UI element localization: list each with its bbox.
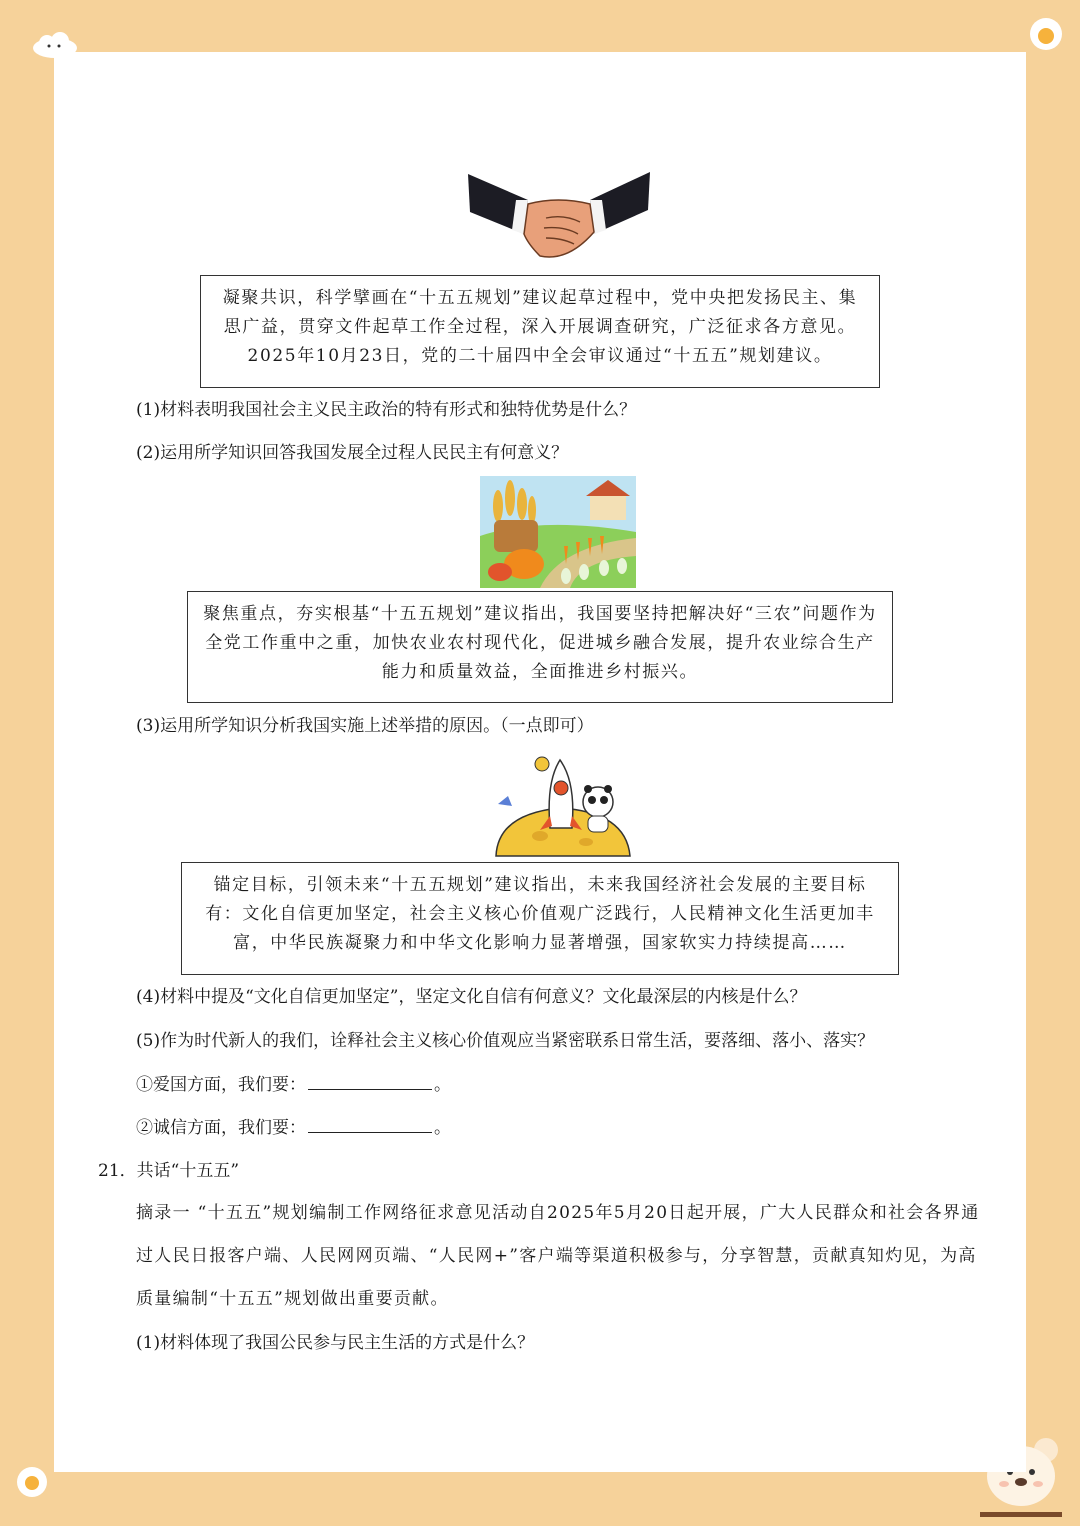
answer-label-integrity: ②诚信方面，我们要： <box>136 1118 306 1138</box>
answer-label-patriotism: ①爱国方面，我们要： <box>136 1075 306 1095</box>
egg-icon <box>1024 14 1068 54</box>
rocket-panda-illustration <box>490 752 634 858</box>
question-5: (5)作为时代新人的我们，诠释社会主义核心价值观应当紧密联系日常生活，要落细、落小、落实？ <box>136 1031 875 1051</box>
material-text-1: 凝聚共识，科学擘画在“十五五规划”建议起草过程中，党中央把发扬民主、集思广益，贯穿文件起草工作全过程，深入开展调查研究，广泛征求各方意见。2025年10月23日，党的二十届四中全会审议通过“十五五”规划建议。 <box>222 288 858 366</box>
question-4: (4)材料中提及“文化自信更加坚定”，坚定文化自信有何意义？文化最深层的内核是什么？ <box>136 987 807 1007</box>
answer-item-patriotism: ①爱国方面，我们要： 。 <box>136 1075 451 1095</box>
answer-blank-integrity[interactable] <box>308 1116 432 1133</box>
material-box-3 <box>181 862 899 975</box>
question-2: (2)运用所学知识回答我国发展全过程人民民主有何意义？ <box>136 443 569 463</box>
material-text-3: 锚定目标，引领未来“十五五规划”建议指出，未来我国经济社会发展的主要目标有：文化自信更加坚定，社会主义核心价值观广泛践行，人民精神文化生活更加丰富，中华民族凝聚力和中华文化影响力显著增强，国家软实力持续提高…… <box>205 875 875 953</box>
egg-icon <box>12 1462 52 1502</box>
harvest-farm-illustration <box>480 476 636 588</box>
material-box-1 <box>200 275 880 388</box>
question-1: (1)材料表明我国社会主义民主政治的特有形式和独特优势是什么？ <box>136 400 637 420</box>
answer-blank-patriotism[interactable] <box>308 1073 432 1090</box>
question-21-excerpt: 摘录一 “十五五”规划编制工作网络征求意见活动自2025年5月20日起开展，广大人民群众和社会各界通过人民日报客户端、人民网网页端、“人民网+”客户端等渠道积极参与，分享智慧，贡献真知灼见，为高质量编制“十五五”规划做出重要贡献。 <box>136 1203 980 1309</box>
answer-item-integrity: ②诚信方面，我们要： 。 <box>136 1118 451 1138</box>
question-21-title: 21．共话“十五五” <box>98 1161 240 1181</box>
worksheet-page <box>54 52 1026 1472</box>
material-box-2 <box>187 591 893 703</box>
question-21-1: (1)材料体现了我国公民参与民主生活的方式是什么？ <box>136 1333 535 1353</box>
handshake-illustration <box>468 170 650 266</box>
question-3: (3)运用所学知识分析我国实施上述举措的原因。（一点即可） <box>136 716 594 736</box>
material-text-2: 聚焦重点，夯实根基“十五五规划”建议指出，我国要坚持把解决好“三农”问题作为全党工作重中之重，加快农业农村现代化，促进城乡融合发展，提升农业综合生产能力和质量效益，全面推进乡村振兴。 <box>203 604 877 682</box>
